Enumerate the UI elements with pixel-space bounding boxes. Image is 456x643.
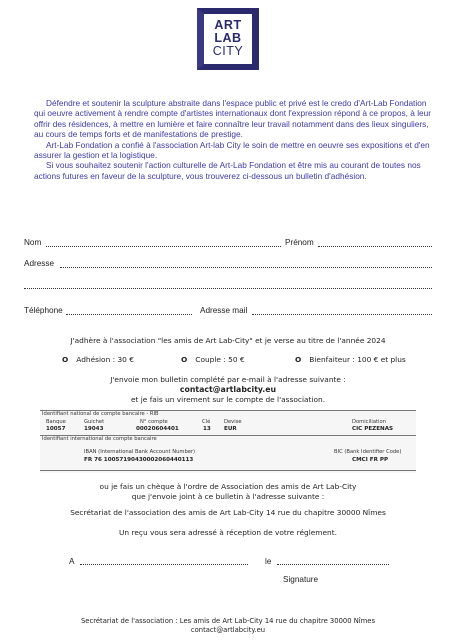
bic-label: BIC (Bank Identifier Code): [334, 449, 402, 455]
iban-label: IBAN (International Bank Account Number): [84, 449, 196, 455]
footer-address: Secrétariat de l'association : Les amis de Art Lab-City 14 rue du chapitre 30000 Nîmes: [80, 617, 376, 625]
contact-email[interactable]: contact@artlabcity.eu: [179, 385, 277, 394]
nom-field[interactable]: [46, 246, 281, 247]
date-field[interactable]: [277, 564, 389, 565]
a-field[interactable]: [80, 564, 248, 565]
intro-paragraph-1: Défendre et soutenir la sculpture abstraite dans l'espace public et privé est le credo d'Art-Lab Fondation qui oeuvre activement à rendre compte d'artistes internationaux dont l'expression répond à ce propos, à leur offrir des résidences, à mettre en lumière et faire connaître leur travail notamment dans des lieux singuliers, au cours de temps forts et de manifestations de prestige.: [34, 98, 432, 140]
option-adhesion-label: Adhésion : 30 €: [76, 355, 134, 364]
mail-label: Adresse mail: [200, 306, 248, 315]
bic-value: CMCI FR PP: [352, 457, 389, 463]
rib-guichet-value: 19043: [84, 426, 104, 432]
rib-block: [40, 410, 416, 473]
intro-text: [34, 98, 434, 181]
logo-line-art: ART: [214, 18, 242, 32]
signature-label: Signature: [283, 575, 319, 584]
intro-paragraph-2: Art-Lab Fondation a confié à l'association Art-lab City le soin de mettre en oeuvre ses expositions et d'en assurer la gestion et la logistique.: [34, 139, 430, 161]
option-adhesion[interactable]: [62, 355, 134, 364]
rib-banque-value: 10057: [46, 426, 66, 432]
rib-divider: [40, 470, 416, 471]
telephone-field[interactable]: [66, 314, 192, 315]
logo-line-city: CITY: [212, 44, 244, 58]
prenom-field[interactable]: [318, 246, 432, 247]
option-bienfaiteur-label: Bienfaiteur : 100 € et plus: [309, 355, 406, 364]
adresse-field-line1[interactable]: [60, 267, 432, 268]
adresse-label: Adresse: [24, 259, 55, 268]
cheque-instruction: ou je fais un chèque à l'ordre de Association des amis de Art Lab-City: [99, 482, 357, 491]
secretariat-address: Secrétariat de l'association des amis de Art Lab-City 14 rue du chapitre 30000 Nîmes: [70, 508, 386, 517]
email-instruction: J'envoie mon bulletin complété par e-mail à l'adresse suivante :: [110, 375, 346, 384]
rib-cle-value: 13: [203, 426, 211, 432]
mail-field[interactable]: [252, 314, 432, 315]
nom-label: Nom: [24, 238, 42, 247]
logo-line-lab: LAB: [214, 31, 242, 45]
option-bienfaiteur[interactable]: [295, 355, 406, 364]
adhesion-statement: J'adhère à l'association "les amis de Art Lab-City" et je verse au titre de l'année 2024: [70, 336, 386, 345]
rib-compte-value: 00020604401: [136, 426, 179, 432]
rib-col-compte: N° compte: [140, 419, 168, 425]
radio-circle-icon[interactable]: O: [295, 355, 302, 364]
receipt-notice: Un reçu vous sera adressé à réception de votre réglement.: [119, 528, 337, 537]
rib-col-domiciliation: Domiciliation: [352, 419, 386, 425]
le-label: le: [265, 557, 272, 566]
rib-devise-value: EUR: [224, 426, 237, 432]
cheque-address-intro: que j'envoie joint à ce bulletin à l'adresse suivante :: [131, 492, 325, 501]
rib-col-cle: Clé: [202, 419, 211, 425]
rib-col-devise: Devise: [224, 419, 242, 425]
radio-circle-icon[interactable]: O: [181, 355, 188, 364]
footer-email[interactable]: contact@artlabcity.eu: [190, 626, 266, 634]
intro-paragraph-3: Si vous souhaitez soutenir l'action culturelle de Art-Lab Fondation et être mis au courant de toutes nos actions futures en faveur de la sculpture, vous trouverez ci-dessous un bulletin d'adhésion.: [34, 160, 421, 181]
rib-col-guichet: Guichet: [84, 419, 105, 425]
a-label: A: [69, 557, 75, 566]
rib-col-banque: Banque: [46, 419, 66, 425]
iban-value: FR 76 10057190430002060440113: [84, 457, 194, 463]
adresse-field-line2[interactable]: [24, 288, 432, 289]
prenom-label: Prénom: [285, 238, 314, 247]
radio-circle-icon[interactable]: O: [62, 355, 69, 364]
option-couple-label: Couple : 50 €: [195, 355, 245, 364]
art-lab-city-logo: [197, 8, 259, 70]
logo-wordmark: [197, 19, 259, 58]
rib-domiciliation-value: CIC PEZENAS: [352, 426, 394, 432]
intl-heading: Identifiant international de compte bancaire: [42, 436, 157, 442]
telephone-label: Téléphone: [24, 306, 63, 315]
rib-heading: Identifiant national de compte bancaire - RIB: [42, 411, 159, 417]
option-couple[interactable]: [181, 355, 245, 364]
virement-instruction: et je fais un virement sur le compte de l'association.: [130, 395, 326, 404]
